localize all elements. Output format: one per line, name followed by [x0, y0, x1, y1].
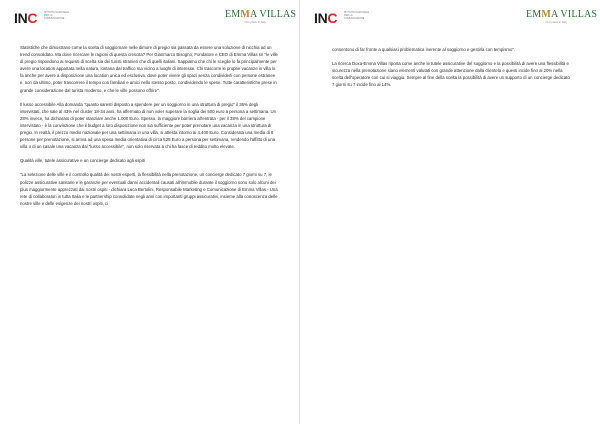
emma-villas-tagline: Your place in Italy — [244, 20, 266, 24]
inc-logo-wordmark: INC — [14, 10, 38, 26]
inc-logo-tagline: ISTITUTO NAZIONALE PER LA COMUNICAZIONE — [344, 11, 370, 20]
emma-villas-tagline: Your place in Italy — [545, 20, 567, 24]
paragraph: Il lusso accessibile Alla domanda "quanto saresti disposto a spendere per un soggiorno in una struttura di pregio" il 36% degli intervistati, che sale al 43% nel cluster 18-34 anni, ha affermato di non voler superare la soglia dei 500 euro a persona a settimana. Un 28% invece, ha dichiarato di poter stanziare anche 1.000 Euro. Spesso, la maggiore barriera all'entrata - per il 38% del campione intervistato - è la convinzione che il budget a loro disposizione non sia sufficiente per poter prenotare una vacanza in una struttura di pregio. In realtà, il prezzo medio nazionale per una settimana in una villa, si attesta intorno ai 4.400 Euro. Considerata una media di 8 persone per prenotazione, si arriva ad una spesa media orientativa di circa 525 Euro a persona per settimana, rendendo l'affitto di una villa o di un casale una vacanza dal "lusso accessibile", non solo riservata a chi ha fasce di reddito molto elevate. — [20, 101, 276, 150]
right-page-body — [332, 46, 572, 95]
paragraph: consentono di far fronte a qualsiasi problematica inerente al soggiorno e gestirla con tempismo". — [332, 47, 516, 52]
emma-villas-logo — [225, 9, 297, 27]
paragraph: "La selezione delle ville e il controllo qualità dei nostri esperti, la flessibilità nella prenotazione, un concierge dedicato 7 giorni su 7, le polizze assicurative sanitarie e le garanzie per eventuali danni accidentali causati all'immobile durante il soggiorno sono solo alcuni dei plus maggiormente apprezzati dai nostri ospiti - dichiara Luca Bertolini, Responsabile Marketing e Comunicazione di Emma Villas - Una rete di collaboratori in tutta Italia e le partnership consolidate negli anni con importanti gruppi assicurativi, insieme alla conoscenza delle nostre ville e delle esigenze dei nostri ospiti, ci — [20, 172, 278, 206]
inc-logo-tagline: ISTITUTO NAZIONALE PER LA COMUNICAZIONE — [44, 11, 70, 20]
left-page-body — [20, 44, 278, 214]
emma-villas-wordmark: EMMA VILLAS — [225, 9, 297, 20]
page-header — [14, 8, 297, 28]
page-header — [314, 8, 598, 28]
section-subheading: Qualità ville, tutele assicurative e un concierge dedicato agli ospiti — [20, 158, 145, 164]
emma-villas-wordmark: EMMA VILLAS — [526, 9, 598, 20]
paragraph: La ricerca Doxa-Emma Villas riporta come anche le tutele assicurative del soggiorno e la possibilità di avere una flessibilità e sicurezza nella prenotazione siano elementi valutati con grande attenzione dalla clientela e questi incide fino al 20% nella scelta dell'operatore con cui si viaggia. Sempre al fine della scelta la possibilità di avere un supporto di un concierge dedicato 7 giorni su 7 incide fino al 14%. — [332, 61, 570, 88]
paragraph: Statistiche che dimostrano come la scelta di soggiornare nelle dimore di pregio sia passata da essere una soluzione di nicchia ad un trend consolidato. Ma dove ricercare le ragioni di questa crescita? Per Gianmarco Bisogno, Fondatore e CEO di Emma Villas sri "le ville di pregio rispondono ai requisiti di scelta sia dei turisti stranieri che di quelli italiani. Sappiamo che chi le sceglie lo fa principalmente per avere una location appartata nella natura, lontana dal traffico ma vicino a luoghi di interesse. Chi trascorre le proprie vacanze in villa lo fa anche per avere a disposizione una location unica ed esclusiva, dove poter vivere gli spazi senza condividerli con persone estranee e, non da ultimo, poter trascorrere il tempo con familiari e amici nello stesso posto, condividendo le spese. Tutte caratteristiche prese in grande considerazione dal turista moderno, e che le ville possono offrire". — [20, 45, 278, 93]
right-page — [300, 0, 600, 424]
emma-villas-logo — [526, 9, 598, 27]
inc-logo-wordmark: INC — [314, 10, 338, 26]
